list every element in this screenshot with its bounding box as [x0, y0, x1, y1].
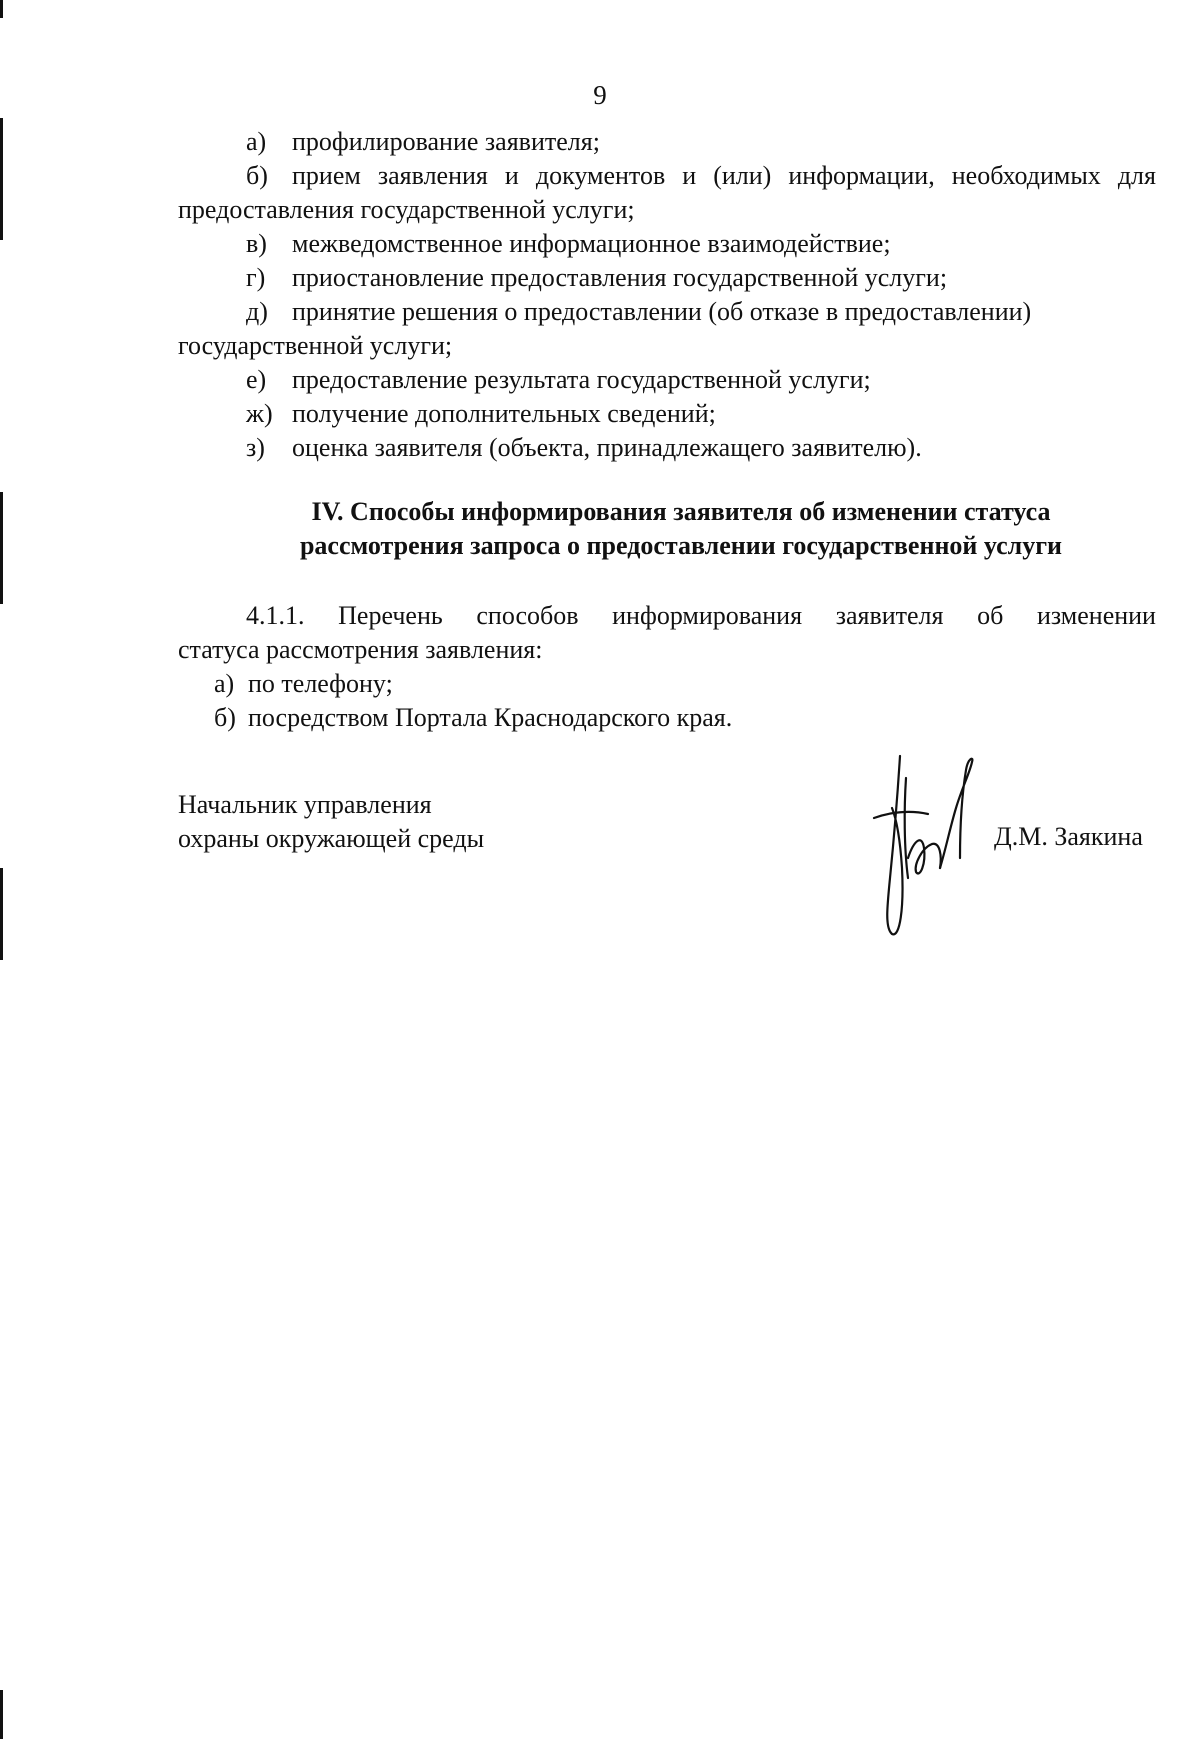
paragraph-word: изменении: [1036, 601, 1156, 630]
position-line: охраны окружающей среды: [178, 824, 485, 853]
paragraph-word: способов: [476, 601, 579, 630]
sub-list-item-text: по телефону;: [248, 669, 393, 698]
list-item-text: получение дополнительных сведений;: [292, 399, 716, 428]
list-item: [178, 125, 1156, 159]
list-marker: а): [214, 669, 235, 698]
page-number: 9: [593, 80, 607, 110]
paragraph-word: 4.1.1.: [246, 601, 305, 630]
list-marker: б): [214, 703, 236, 732]
paragraph-word: Перечень: [338, 601, 443, 630]
scan-margin-mark: [0, 118, 3, 240]
scan-margin-mark: [0, 0, 3, 18]
list-marker: д): [246, 297, 268, 326]
sub-list-item-text: посредством Портала Краснодарского края.: [248, 703, 733, 732]
list-marker: з): [246, 433, 265, 462]
paragraph-word: информирования: [612, 601, 803, 630]
scan-margin-mark: [0, 1690, 3, 1739]
position-line: Начальник управления: [178, 790, 432, 819]
list-item-text-continuation: предоставления государственной услуги;: [178, 195, 635, 224]
list-item-text: принятие решения о предоставлении (об отказе в предоставлении): [292, 297, 1032, 326]
list-marker: в): [246, 229, 267, 258]
list-item-text-continuation: государственной услуги;: [178, 331, 453, 360]
list-item-text: оценка заявителя (объекта, принадлежащего заявителю).: [292, 433, 922, 462]
list-marker: б): [246, 161, 268, 190]
paragraph: [178, 599, 1156, 735]
list-item-text: предоставление результата государственной услуги;: [292, 365, 871, 394]
paragraph-line: статуса рассмотрения заявления:: [178, 635, 543, 664]
document-body: [178, 125, 1156, 735]
scan-margin-mark: [0, 868, 3, 960]
list-item-text: межведомственное информационное взаимодействие;: [292, 229, 891, 258]
paragraph-first-line: [178, 599, 1156, 633]
list-marker: е): [246, 365, 267, 394]
list-item: [178, 261, 1156, 295]
handwritten-signature: [870, 748, 980, 938]
paragraph-word: об: [977, 601, 1004, 630]
list-marker: а): [246, 127, 267, 156]
list-marker: ж): [246, 399, 273, 428]
list-item: [178, 363, 1156, 397]
sub-list-item: [178, 667, 1156, 701]
signatory-name: Д.М. Заякина: [994, 822, 1143, 851]
scan-margin-mark: [0, 492, 3, 604]
paragraph-word: заявителя: [835, 601, 944, 630]
section-heading: [178, 495, 1156, 563]
list-item-text: приостановление предоставления государственной услуги;: [292, 263, 948, 292]
list-item: [178, 431, 1156, 465]
section-heading-line: IV. Способы информирования заявителя об изменении статуса: [311, 497, 1051, 526]
list-item: [178, 295, 1156, 363]
list-item: [178, 397, 1156, 431]
section-heading-line: рассмотрения запроса о предоставлении государственной услуги: [299, 531, 1063, 560]
list-item-text: прием заявления и документов и (или) информации, необходимых для: [292, 161, 1156, 190]
list-item: [178, 227, 1156, 261]
sub-list-item: [178, 701, 1156, 735]
list-item: [178, 159, 1156, 227]
signatory-position: [178, 788, 484, 856]
list-marker: г): [246, 263, 266, 292]
list-item-text: профилирование заявителя;: [292, 127, 600, 156]
